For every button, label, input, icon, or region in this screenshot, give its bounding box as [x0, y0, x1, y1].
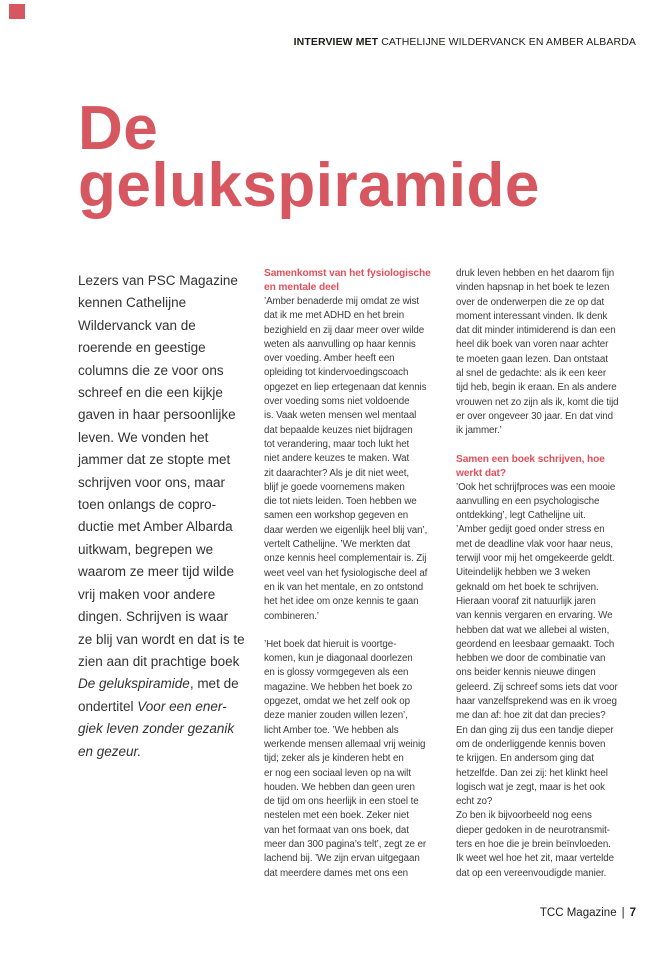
text-line: blijf je goede voornemens maken — [264, 481, 405, 493]
text-line: al snel de gedachte: als ik een keer — [456, 368, 606, 380]
section-heading-physiological — [264, 267, 442, 295]
text-line: de tijd om ons heerlijk in een stoel te — [264, 796, 419, 808]
text-line: hetzelfde. Dan zei zij: het klinkt heel — [456, 767, 608, 779]
text-line: dingen. Schrijven is waar — [78, 609, 229, 625]
text-line: haar vanzelfsprekend was en ik vroeg — [456, 696, 617, 708]
text-line: meer dan 300 pagina’s telt’, zegt ze er — [264, 838, 427, 850]
text-line: ’Amber benaderde mij omdat ze wist — [264, 296, 420, 307]
intro-column — [78, 267, 250, 763]
text-line: De gelukspiramide, met de — [78, 676, 239, 692]
text-line: Lezers van PSC Magazine — [78, 273, 238, 288]
text-line: magazine. We hebben het boek zo — [264, 681, 413, 693]
corner-marker — [9, 4, 25, 19]
text-line: Zo ben ik bijvoorbeeld nog eens — [456, 810, 592, 822]
text-line: ze blij van wordt en dat is te — [78, 631, 245, 647]
text-line: weten als aanvulling op haar kennis — [264, 338, 416, 350]
intro-paragraph — [78, 270, 250, 763]
text-line: ondertitel Voor een ener- — [78, 698, 227, 714]
middle-column-paragraph-1 — [264, 295, 442, 624]
text-line: hebben dat wat we allebei al wisten, — [456, 624, 610, 636]
text-line: tijd heb, begin ik eraan. En als andere — [456, 382, 617, 394]
text-line: vinden hapsnap in het boek te lezen — [456, 282, 610, 294]
text-line: Hieraan vooraf zit natuurlijk jaren — [456, 595, 596, 607]
text-line: het het idee om onze kennis te gaan — [264, 596, 419, 608]
page-header — [294, 36, 636, 48]
text-line: giek leven zonder gezanik — [78, 721, 235, 737]
text-line: hebben we door de combinatie van — [456, 653, 606, 665]
text-line: vrouwen net zo zijn als ik, komt die tijd — [456, 396, 619, 408]
text-line: en mentale deel — [264, 282, 339, 293]
text-line: heel dik boek van voren naar achter — [456, 339, 609, 351]
article-title-line2: gelukspiramide — [78, 151, 540, 220]
text-line: opleiding tot kindervoedingscoach — [264, 367, 409, 379]
text-line: gaven in haar persoonlijke — [78, 407, 236, 423]
text-line: waarom ze meer tijd wilde — [78, 564, 235, 580]
text-line: opgezet en liep ertegenaan dat kennis — [264, 381, 427, 393]
text-line: vrij maken voor andere — [78, 586, 216, 602]
text-line: weet veel van het fysiologische deel af — [264, 567, 428, 579]
text-line: samen een workshop gegeven en — [264, 510, 409, 522]
text-line: en is glossy vormgegeven als een — [264, 667, 409, 679]
text-line: ’Het boek dat hieruit is voortge- — [264, 638, 397, 650]
right-column — [456, 267, 640, 881]
text-line: dat bepaalde keuzes niet bijdragen — [264, 424, 413, 436]
text-line: Wildervanck van de — [78, 317, 196, 333]
text-line: toen onlangs de copro- — [78, 497, 217, 513]
text-line: en gezeur. — [78, 743, 142, 759]
text-line: terwijl voor mij het omgekeerde geldt. — [456, 553, 615, 565]
text-line: schrijven voor ons, maar — [78, 474, 226, 490]
text-line: logisch wat je zegt, maar is het ook — [456, 781, 605, 793]
text-line: roerende en geestige — [78, 340, 206, 356]
text-line: me dan af: hoe zit dat dan precies? — [456, 710, 606, 722]
text-line: daar werden we eigenlijk heel blij van’, — [264, 524, 428, 536]
text-line: ’Amber gedijt goed onder stress en — [456, 524, 605, 536]
text-line: houden. We hebben dan geen uren — [264, 781, 415, 793]
text-line: van kennis vergaren en ervaring. We — [456, 610, 613, 622]
text-line: zien aan dit prachtige boek — [78, 653, 240, 669]
text-line: ters en hoe die je brein beïnvloeden. — [456, 838, 611, 850]
text-line: Samenkomst van het fysiologische — [264, 268, 431, 279]
text-line: echt zo? — [456, 796, 493, 808]
text-line: Ik weet wel hoe het zit, maar vertelde — [456, 853, 614, 865]
text-line: deze manier zouden willen lezen’, — [264, 710, 408, 722]
text-line: komen, kun je diagonaal doorlezen — [264, 653, 413, 665]
text-line: er nog een sociaal leven op na wilt — [264, 767, 411, 779]
text-line: vertelt Cathelijne. ’We merkten dat — [264, 539, 411, 551]
text-line: Uiteindelijk hebben we 3 weken — [456, 567, 591, 579]
text-line: dat op een vereenvoudigde manier. — [456, 867, 607, 879]
text-line: werkende mensen allemaal vrij weinig — [264, 738, 426, 750]
text-line: En dan ging zij dus een tandje dieper — [456, 724, 614, 736]
text-line: en ik van het mentale, en zo ontstond — [264, 581, 424, 593]
text-line: geleerd. Zij schreef soms iets dat voor — [456, 681, 618, 693]
text-line: Samen een boek schrijven, hoe — [456, 453, 605, 465]
article-title-line1: De — [78, 94, 159, 163]
text-line: die tot niets leiden. Toen hebben we — [264, 496, 417, 508]
text-line: met de deadline vlak voor haar neus, — [456, 538, 614, 550]
text-line: ontdekking’, legt Cathelijne uit. — [456, 510, 586, 522]
text-line: over de onderwerpen die ze op dat — [456, 296, 605, 308]
text-line: te krijgen. En andersom ging dat — [456, 753, 594, 765]
text-line: moment interessant vinden. Ik denk — [456, 310, 608, 322]
text-line: ’Ook het schrijfproces was een mooie — [456, 481, 616, 493]
footer-page-number: 7 — [629, 907, 636, 919]
text-line: ik jammer.’ — [456, 425, 502, 437]
text-line: licht Amber toe. ’We hebben als — [264, 724, 399, 736]
middle-column — [264, 267, 442, 881]
text-line: is. Vaak weten mensen wel mentaal — [264, 410, 417, 422]
text-line: onze kennis heel complementair is. Zij — [264, 553, 427, 565]
text-line: ons beider kennis nieuwe dingen — [456, 667, 596, 679]
text-line: ductie met Amber Albarda — [78, 519, 233, 535]
footer-separator: | — [621, 907, 625, 919]
page-footer — [540, 907, 636, 919]
text-line: geknald om het boek te schrijven. — [456, 581, 599, 593]
right-column-paragraph-1 — [456, 267, 640, 439]
text-line: nestelen met een boek. Zeker niet — [264, 810, 409, 822]
text-line: niet andere keuzes te maken. Wat — [264, 453, 410, 465]
text-line: van het formaat van ons boek, dat — [264, 824, 409, 836]
text-line: geordend en leesbaar gemaakt. Toch — [456, 638, 615, 650]
text-line: dat dit minder intimiderend is dan een — [456, 325, 616, 337]
header-names: CATHELIJNE WILDERVANCK EN AMBER ALBARDA — [378, 36, 636, 48]
article-columns — [78, 267, 640, 881]
text-line: jammer dat ze stopte met — [78, 452, 231, 468]
text-line: druk leven hebben en het daarom fijn — [456, 268, 615, 279]
right-column-paragraph-2 — [456, 481, 640, 881]
text-line: tijd; zeker als je kinderen hebt en — [264, 753, 404, 765]
text-line: werkt dat? — [456, 467, 506, 479]
text-line: schreef en die een kijkje — [78, 385, 223, 401]
text-line: om de onderliggende kennis boven — [456, 738, 606, 750]
text-line: kennen Cathelijne — [78, 295, 187, 311]
text-line: columns die ze voor ons — [78, 362, 224, 378]
text-line: te moeten gaan lezen. Dan ontstaat — [456, 353, 608, 365]
text-line: dat ik me met ADHD en het brein — [264, 310, 405, 322]
middle-column-paragraph-2 — [264, 638, 442, 881]
text-line: opgezet, omdat we het zelf ook op — [264, 696, 410, 708]
header-kicker: INTERVIEW MET — [293, 36, 379, 48]
text-line: aanvulling en een psychologische — [456, 495, 600, 507]
text-line: leven. We vonden het — [78, 429, 209, 445]
text-line: zit daarachter? Als je dit niet weet, — [264, 467, 409, 479]
text-line: tot verandering, maar toch lukt het — [264, 438, 410, 450]
text-line: combineren.’ — [264, 610, 319, 622]
section-heading-writing-together — [456, 453, 640, 481]
text-line: dieper gedoken in de neurotransmit- — [456, 824, 610, 836]
text-line: lachend bij. ’We zijn ervan uitgegaan — [264, 853, 420, 865]
text-line: dat meerdere dames met ons een — [264, 867, 409, 879]
text-line: uitkwam, begrepen we — [78, 541, 214, 557]
text-line: bezighield en zij daar meer over wilde — [264, 324, 425, 336]
text-line: over voeding soms niet voldoende — [264, 396, 410, 408]
text-line: er over ongeveer 30 jaar. En dat vind — [456, 410, 613, 422]
text-line: over voeding. Amber heeft een — [264, 353, 395, 365]
article-title — [78, 94, 540, 220]
footer-magazine-name: TCC Magazine — [539, 907, 617, 919]
